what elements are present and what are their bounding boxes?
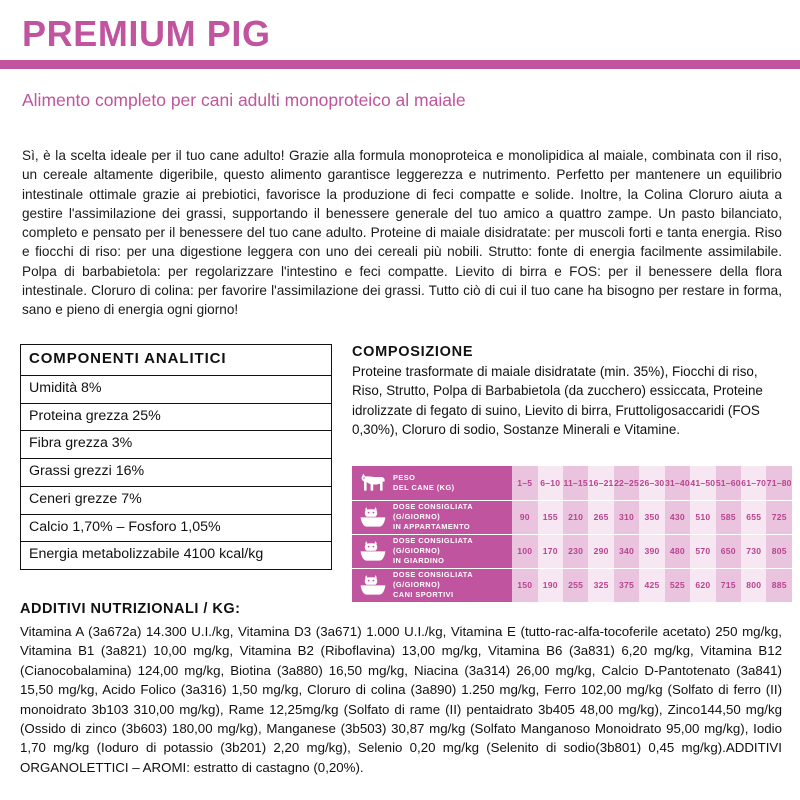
composizione-title: COMPOSIZIONE (352, 344, 474, 360)
additives-body: Vitamina A (3a672a) 14.300 U.I./kg, Vitamina D3 (3a671) 1.000 U.I./kg, Vitamina E (tutto-rac-alfa-tocoferile acetato) 250 mg/kg, Vitamina B1 (3a821) 10,00 mg/kg, Vitamina B2 (Riboflavina) 13,00 mg/kg, Vitamina B6 (3a831) 6,20 mg/kg, Vitamina B12 (Cianocobalamina) 124,00 mg/kg, Biotina (3a880) 16,50 mg/kg, Niacina (3a314) 26,00 mg/kg, Calcio D-Pantotenato (3a841) 15,50 mg/kg, Acido Folico (3a316) 1,50 mg/kg, Cloruro di colina (3a890) 1.250 mg/kg, Ferro 102,00 mg/kg (Solfato di ferro (II) monoidrato 3b103 310,00 mg/kg), Rame 12,25mg/kg (Solfato di rame (II) pentaidrato 3b405 48,00 mg/kg), Zinco144,50 mg/kg (Ossido di zinco (3b603) 180,00 mg/kg), Manganese (3b503) 30,87 mg/kg (Solfato Manganoso Monoidrato 95,00 mg/kg), Iodio 1,70 mg/kg (Ioduro di potassio (3b201) 2,20 mg/kg), Selenio 0,20 mg/kg (Selenito di sodio(3b801) 0,45 mg/kg).ADDITIVI ORGANOLETTICI – AROMI: estratto di castagno (0,20%). (20, 624, 782, 775)
feeding-table-row (352, 568, 792, 602)
dog-standing-icon (356, 506, 390, 528)
analytical-component-value: Fibra grezza 3% (21, 431, 331, 459)
feeding-dose-value: 805 (766, 534, 792, 568)
feeding-dose-label-line3: IN GIARDINO (393, 555, 445, 565)
feeding-weight-range: 41–50 (690, 466, 715, 500)
analytical-component-value: Ceneri grezze 7% (21, 486, 331, 514)
feeding-table-row (352, 500, 792, 534)
feeding-table-header-row (352, 466, 792, 500)
feeding-dose-value: 90 (512, 500, 537, 534)
product-subtitle: Alimento completo per cani adulti monoproteico al maiale (22, 90, 466, 110)
feeding-weight-range: 16–21 (588, 466, 613, 500)
analytical-components-header: COMPONENTI ANALITICI (29, 350, 227, 367)
feeding-dose-value: 885 (766, 568, 792, 602)
intro-paragraph: Sì, è la scelta ideale per il tuo cane adulto! Grazie alla formula monoproteica e monolipidica al maiale, combinata con il riso, un cereale altamente digeribile, questo alimento garantisce leggerezza e nutrimento. Perfetto per mantenere un equilibrio intestinale ottimale grazie ai prebiotici, favorisce la produzione di feci compatte e solide. Inoltre, la Colina Cloruro aiuta a gestire l'assimilazione dei grassi, supportando il benessere generale del tuo amico a quattro zampe. Un pasto bilanciato, completo e pensato per il benessere del tuo cane adulto. Proteine di maiale disidratate: per muscoli forti e tanta energia. Riso e fiocchi di riso: per una digestione leggera con uno dei cereali più nobili. Strutto: fonte di energia facilmente assimilabile. Polpa di barbabietola: per regolarizzare l'intestino e feci compatte. Lievito di birra e FOS: per il benessere della flora intestinale. Cloruro di colina: per favorire l'assimilazione dei grassi. Tutto ciò di cui il tuo cane ha bisogno per restare in forma, sano e pieno di energia ogni giorno! (22, 148, 782, 318)
feeding-dose-label-cell (352, 500, 512, 534)
feeding-weight-range: 31–40 (665, 466, 690, 500)
feeding-dose-value: 375 (614, 568, 639, 602)
feeding-dose-value: 715 (716, 568, 741, 602)
feeding-dose-value: 210 (563, 500, 588, 534)
feeding-weight-label-cell (352, 466, 512, 500)
additives-title: ADDITIVI NUTRIZIONALI / KG: (20, 601, 241, 617)
feeding-dose-value: 725 (766, 500, 792, 534)
feeding-weight-range: 26–30 (639, 466, 664, 500)
feeding-dose-value: 325 (588, 568, 613, 602)
feeding-dose-value: 425 (639, 568, 664, 602)
feeding-dose-value: 650 (716, 534, 741, 568)
feeding-dose-label-line2: (G/GIORNO) (393, 580, 441, 590)
table-row (21, 514, 331, 542)
header-divider (0, 60, 800, 69)
composizione-section (352, 344, 788, 440)
feeding-weight-range: 11–15 (563, 466, 588, 500)
analytical-component-value: Proteina grezza 25% (21, 403, 331, 431)
feeding-dose-value: 310 (614, 500, 639, 534)
feeding-dose-label-line1: DOSE CONSIGLIATA (393, 536, 474, 546)
feeding-dose-label-line1: DOSE CONSIGLIATA (393, 570, 474, 580)
feeding-dose-value: 730 (741, 534, 766, 568)
feeding-dose-value: 800 (741, 568, 766, 602)
feeding-table-row (352, 534, 792, 568)
feeding-dose-value: 525 (665, 568, 690, 602)
analytical-component-value: Umidità 8% (21, 375, 331, 403)
page-title: PREMIUM PIG (22, 13, 271, 54)
dog-bowl-icon (356, 574, 390, 596)
feeding-dose-value: 190 (538, 568, 563, 602)
feeding-dose-value: 265 (588, 500, 613, 534)
feeding-dose-label-line2: (G/GIORNO) (393, 546, 441, 555)
feeding-weight-label-line1: PESO (393, 472, 416, 482)
feeding-dose-label-line3: IN APPARTAMENTO (393, 521, 471, 531)
table-row (21, 431, 331, 459)
table-row (21, 459, 331, 487)
feeding-dose-value: 655 (741, 500, 766, 534)
analytical-component-value: Energia metabolizzabile 4100 kcal/kg (21, 542, 331, 569)
feeding-dose-value: 585 (716, 500, 741, 534)
feeding-weight-range: 22–25 (614, 466, 639, 500)
feeding-guide-table (352, 466, 792, 602)
feeding-dose-value: 155 (538, 500, 563, 534)
feeding-dose-label-line1: DOSE CONSIGLIATA (393, 502, 474, 512)
feeding-dose-value: 350 (639, 500, 664, 534)
feeding-weight-range: 71–80 (766, 466, 792, 500)
feeding-dose-value: 620 (690, 568, 715, 602)
table-row (21, 375, 331, 403)
dog-silhouette-icon (356, 473, 390, 493)
feeding-dose-label-line2: (G/GIORNO) (393, 512, 441, 521)
feeding-dose-label-line3: CANI SPORTIVI (393, 590, 454, 600)
feeding-dose-value: 170 (538, 534, 563, 568)
feeding-dose-value: 430 (665, 500, 690, 534)
feeding-weight-range: 6–10 (538, 466, 563, 500)
feeding-dose-value: 570 (690, 534, 715, 568)
feeding-weight-label-line2: DEL CANE (KG) (393, 482, 455, 492)
feeding-dose-value: 480 (665, 534, 690, 568)
feeding-dose-value: 255 (563, 568, 588, 602)
feeding-dose-value: 230 (563, 534, 588, 568)
table-row (21, 403, 331, 431)
feeding-weight-range: 51–60 (716, 466, 741, 500)
analytical-component-value: Calcio 1,70% – Fosforo 1,05% (21, 514, 331, 542)
feeding-weight-range: 61–70 (741, 466, 766, 500)
table-row (21, 486, 331, 514)
feeding-dose-value: 290 (588, 534, 613, 568)
feeding-dose-value: 100 (512, 534, 537, 568)
feeding-dose-label-cell (352, 568, 512, 602)
analytical-components-table (20, 344, 332, 570)
feeding-dose-value: 390 (639, 534, 664, 568)
feeding-weight-range: 1–5 (512, 466, 537, 500)
feeding-dose-label-cell (352, 534, 512, 568)
composizione-body: Proteine trasformate di maiale disidratate (min. 35%), Fiocchi di riso, Riso, Strutto, Polpa di Barbabietola (da zucchero) essiccata, Proteine idrolizzate di fegato di suino, Lievito di birra, Fruttoligosaccaridi (FOS 0,30%), Cloruro di sodio, Sostanze Minerali e Vitamine. (352, 364, 763, 438)
feeding-dose-value: 510 (690, 500, 715, 534)
table-row (21, 542, 331, 569)
analytical-component-value: Grassi grezzi 16% (21, 459, 331, 487)
feeding-dose-value: 150 (512, 568, 537, 602)
feeding-dose-value: 340 (614, 534, 639, 568)
dog-bowl-icon (356, 540, 390, 562)
